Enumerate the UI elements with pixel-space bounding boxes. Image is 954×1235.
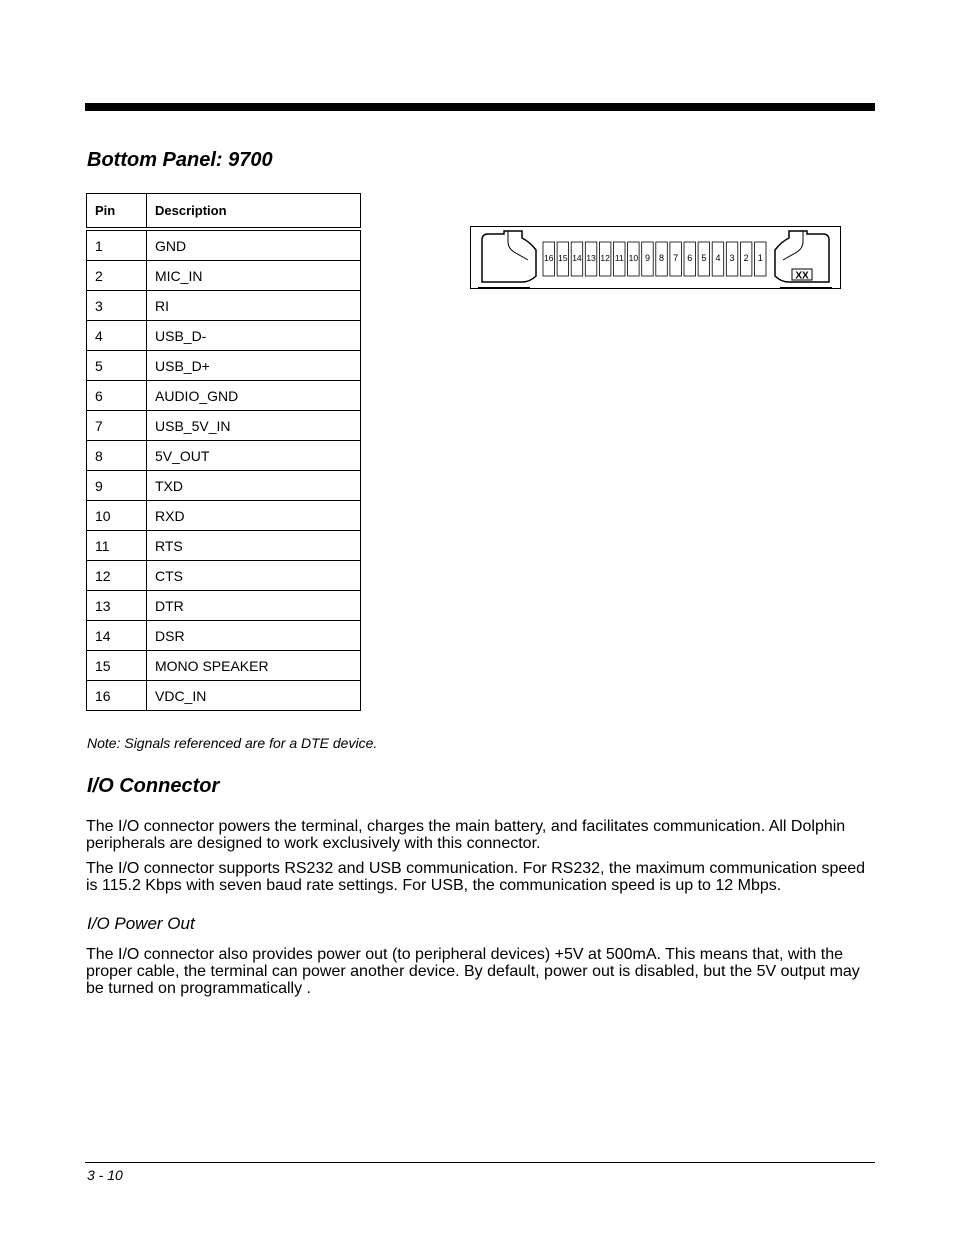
pin-description-cell: RTS <box>147 531 361 561</box>
pin-description-cell: 5V_OUT <box>147 441 361 471</box>
connector-pin-label: 6 <box>687 253 693 263</box>
pin-number-cell: 12 <box>87 561 147 591</box>
connector-pin-label: 16 <box>544 253 554 263</box>
pin-description-cell: DTR <box>147 591 361 621</box>
pin-table <box>86 193 361 711</box>
pin-table-header <box>87 194 361 230</box>
connector-pin-label: 14 <box>572 253 582 263</box>
connector-pin-label: 7 <box>673 253 679 263</box>
connector-marker: XX <box>795 270 809 282</box>
table-row <box>87 441 361 471</box>
pin-number-cell: 11 <box>87 531 147 561</box>
pin-number-cell: 2 <box>87 261 147 291</box>
subsection-title-power-out: I/O Power Out <box>87 914 195 933</box>
pin-description-cell: MIC_IN <box>147 261 361 291</box>
io-paragraph-2: The I/O connector supports RS232 and USB communication. For RS232, the maximum communication speed is 115.2 Kbps with seven baud rate settings. For USB, the communication speed is up to 12 Mbps. <box>86 860 866 894</box>
table-row <box>87 591 361 621</box>
note-text: Note: Signals referenced are for a DTE device. <box>87 735 378 751</box>
pin-number-cell: 3 <box>87 291 147 321</box>
table-row <box>87 561 361 591</box>
header-rule <box>85 103 875 111</box>
page-number: 3 - 10 <box>87 1167 123 1183</box>
pin-description-cell: USB_D+ <box>147 351 361 381</box>
pin-description-cell: MONO SPEAKER <box>147 651 361 681</box>
connector-pin-label: 1 <box>757 253 763 263</box>
connector-pin-label: 5 <box>701 253 707 263</box>
table-row <box>87 651 361 681</box>
pin-number-cell: 15 <box>87 651 147 681</box>
io-paragraph-1: The I/O connector powers the terminal, charges the main battery, and facilitates communication. All Dolphin peripherals are designed to work exclusively with this connector. <box>86 818 846 852</box>
table-row <box>87 229 361 261</box>
pin-number-cell: 5 <box>87 351 147 381</box>
description-header: Description <box>147 194 361 230</box>
connector-diagram <box>470 226 841 292</box>
connector-pin-label: 10 <box>628 253 639 263</box>
table-row <box>87 501 361 531</box>
pin-number-cell: 13 <box>87 591 147 621</box>
pin-number-cell: 6 <box>87 381 147 411</box>
pin-header: Pin <box>87 194 147 230</box>
table-row <box>87 531 361 561</box>
pin-description-cell: VDC_IN <box>147 681 361 711</box>
pin-description-cell: GND <box>147 229 361 261</box>
pin-description-cell: RXD <box>147 501 361 531</box>
pin-number-cell: 7 <box>87 411 147 441</box>
connector-pin-label: 4 <box>715 253 721 263</box>
connector-pin-label: 11 <box>614 253 624 263</box>
footer-rule <box>85 1162 875 1163</box>
table-row <box>87 261 361 291</box>
connector-pin-label: 2 <box>743 253 749 263</box>
connector-pin-label: 8 <box>659 253 665 263</box>
table-row <box>87 471 361 501</box>
table-row <box>87 351 361 381</box>
connector-pin-label: 13 <box>586 253 596 263</box>
section-title-bottom-panel: Bottom Panel: 9700 <box>87 149 273 171</box>
pin-number-cell: 8 <box>87 441 147 471</box>
section-title-io-connector: I/O Connector <box>87 775 220 797</box>
pin-description-cell: RI <box>147 291 361 321</box>
pin-number-cell: 1 <box>87 229 147 261</box>
table-row <box>87 681 361 711</box>
connector-pin-label: 15 <box>558 253 568 263</box>
pin-number-cell: 14 <box>87 621 147 651</box>
pin-number-cell: 16 <box>87 681 147 711</box>
pin-number-cell: 10 <box>87 501 147 531</box>
pin-description-cell: TXD <box>147 471 361 501</box>
table-row <box>87 621 361 651</box>
table-row <box>87 291 361 321</box>
table-row <box>87 411 361 441</box>
power-out-paragraph: The I/O connector also provides power out (to peripheral devices) +5V at 500mA. This means that, with the proper cable, the terminal can power another device. By default, power out is disabled, but the 5V output may be turned on programmatically . <box>86 946 860 997</box>
connector-pin-label: 3 <box>729 253 735 263</box>
pin-number-cell: 4 <box>87 321 147 351</box>
table-row <box>87 321 361 351</box>
pin-description-cell: USB_5V_IN <box>147 411 361 441</box>
connector-pin-label: 12 <box>600 253 610 263</box>
pin-description-cell: AUDIO_GND <box>147 381 361 411</box>
pin-description-cell: CTS <box>147 561 361 591</box>
pin-description-cell: USB_D- <box>147 321 361 351</box>
pin-number-cell: 9 <box>87 471 147 501</box>
connector-pin-label: 9 <box>644 253 650 263</box>
pin-description-cell: DSR <box>147 621 361 651</box>
table-row <box>87 381 361 411</box>
